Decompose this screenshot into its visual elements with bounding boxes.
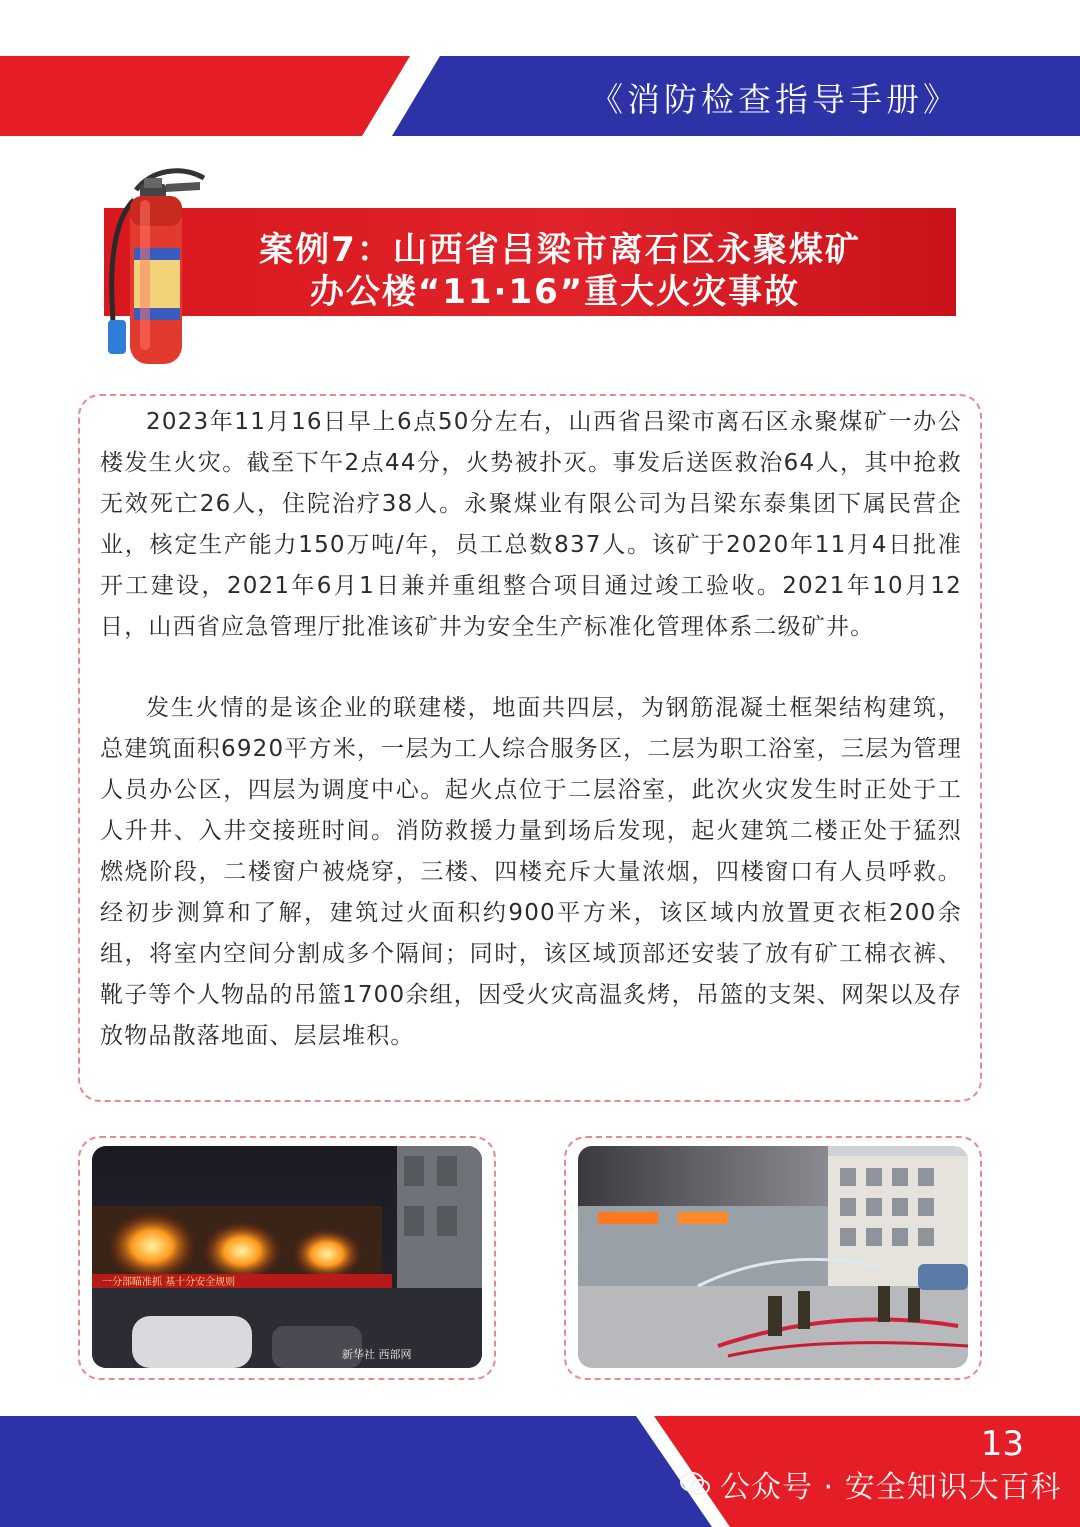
case-paragraph-1: 2023年11月16日早上6点50分左右，山西省吕梁市离石区永聚煤矿一办公楼发生火灾。截至下午2点44分，火势被扑灭。事发后送医救治64人，其中抢救无效死亡26人，住院治疗38人。永聚煤业有限公司为吕梁东泰集团下属民营企业，核定生产能力150万吨/年，员工总数837人。该矿于2020年11月4日批准开工建设，2021年6月1日兼并重组整合项目通过竣工验收。2021年10月12日，山西省应急管理厅批准该矿井为安全生产标准化管理体系二级矿井。 [100,409,962,640]
case-title-line-2: 办公楼“11·16”重大火灾事故 [309,272,801,312]
firefighters-photo [578,1146,968,1368]
case-title-line-1: 案例7：山西省吕梁市离石区永聚煤矿 [259,230,861,270]
handbook-title: 《消防检查指导手册》 [590,80,960,119]
watermark-text: 公众号 · 安全知识大百科 [720,1470,1062,1505]
page-number: 13 [980,1424,1024,1464]
footer-blue-stripe [0,1416,712,1527]
case-paragraph-2: 发生火情的是该企业的联建楼，地面共四层，为钢筋混凝土框架结构建筑，总建筑面积6920平方米，一层为工人综合服务区，二层为职工浴室，三层为管理人员办公区，四层为调度中心。起火点位于二层浴室，此次火灾发生时正处于工人升井、入井交接班时间。消防救援力量到场后发现，起火建筑二楼正处于猛烈燃烧阶段，二楼窗户被烧穿，三楼、四楼充斥大量浓烟，四楼窗口有人员呼救。经初步测算和了解，建筑过火面积约900平方米，该区域内放置更衣柜200余组，将室内空间分割成多个隔间；同时，该区域顶部还安装了放有矿工棉衣裤、靴子等个人物品的吊篮1700余组，因受火灾高温炙烤，吊篮的支架、网架以及存放物品散落地面、层层堆积。 [100,695,962,1049]
wechat-icon [680,1471,710,1497]
case-title-banner [104,208,956,316]
fire-extinguisher-icon [96,160,216,370]
header-red-stripe [0,56,410,136]
fire-photo-banner: 一分部瞄准抓 基十分安全规则 [102,1277,236,1288]
source-watermark [680,1462,1062,1506]
fire-photo-watermark: 新华社 西部网 [342,1348,412,1361]
fire-night-photo [92,1146,482,1368]
